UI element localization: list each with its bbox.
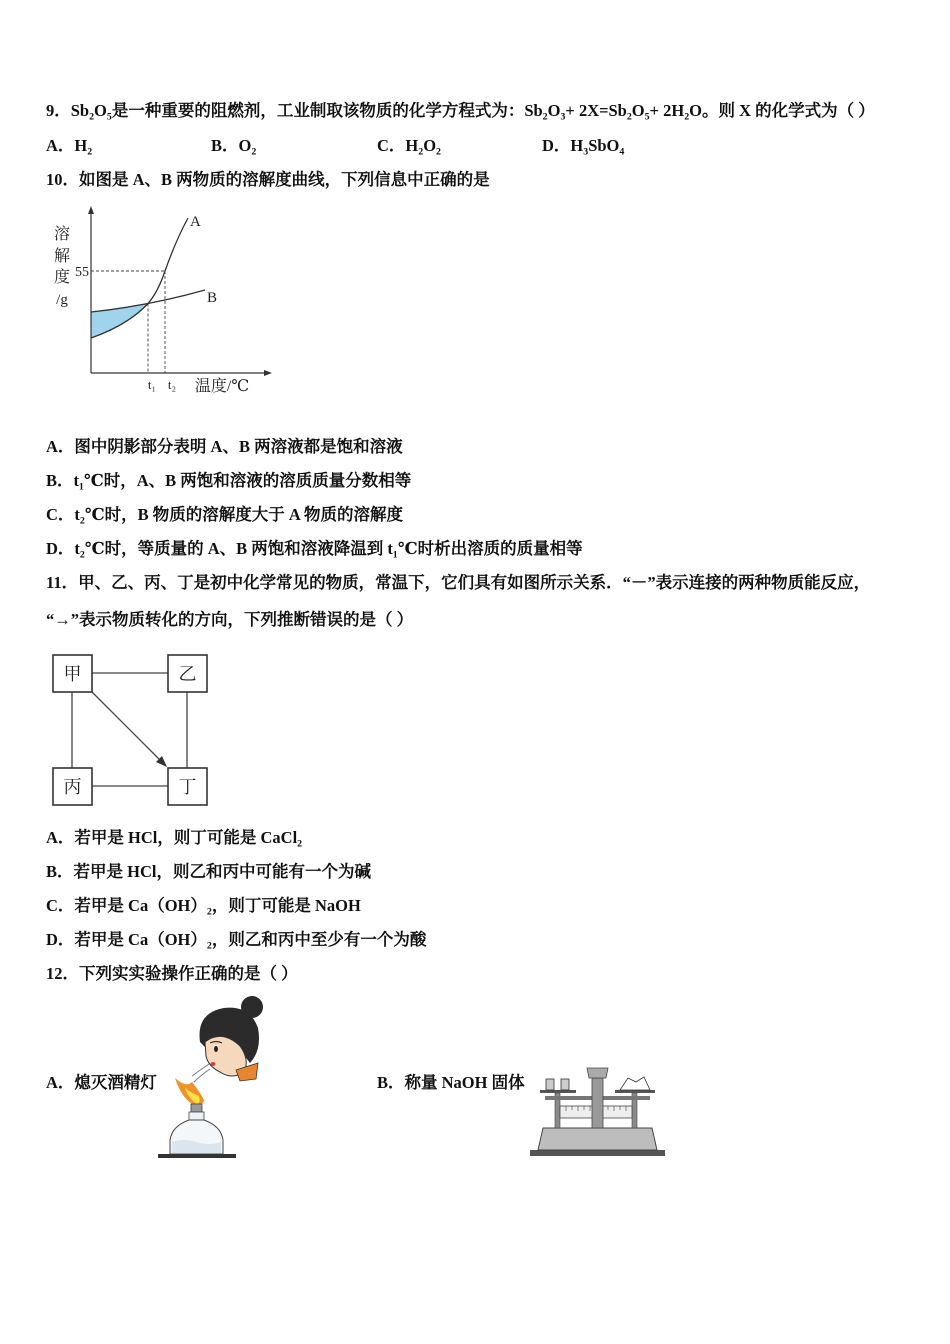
x-mark-t1: t₁ bbox=[147, 377, 157, 392]
balance-top-holder bbox=[587, 1068, 608, 1078]
node-jia-label: 甲 bbox=[63, 664, 82, 684]
curve-a-label: A bbox=[190, 214, 201, 230]
balance-illustration bbox=[525, 1058, 670, 1162]
chart-y-label-char-2: 解 bbox=[53, 248, 71, 265]
question-11-option-a: A．若甲是 HCl，则丁可能是 CaCl₂ bbox=[46, 828, 303, 847]
question-11-option-b: B．若甲是 HCl，则乙和丙中可能有一个为碱 bbox=[46, 862, 371, 881]
node-ding-label: 丁 bbox=[178, 777, 197, 797]
question-10-option-c: C．t₂℃时，B 物质的溶解度大于 A 物质的溶解度 bbox=[46, 505, 404, 524]
mouth bbox=[211, 1062, 216, 1066]
relation-diagram bbox=[45, 645, 220, 815]
x-axis-label: 温度/℃ bbox=[194, 378, 250, 395]
weight-2 bbox=[561, 1079, 569, 1090]
question-9-stem: 9．Sb₂O₅是一种重要的阻燃剂，工业制取该物质的化学方程式为：Sb₂O₃+ 2X=Sb₂O₅+ 2H₂O。则 X 的化学式为（ ） bbox=[46, 101, 875, 120]
question-9-option-d: D．H₃SbO₄ bbox=[542, 136, 625, 155]
node-yi-label: 乙 bbox=[178, 664, 197, 684]
weight-1 bbox=[546, 1079, 554, 1090]
question-10-option-a: A．图中阴影部分表明 A、B 两溶液都是饱和溶液 bbox=[46, 437, 403, 456]
node-bing-label: 丙 bbox=[63, 777, 82, 797]
solubility-chart bbox=[45, 200, 285, 405]
question-12-option-b: B．称量 NaOH 固体 bbox=[377, 1073, 525, 1092]
girl-head bbox=[200, 996, 264, 1081]
question-11-option-d: D．若甲是 Ca（OH）₂，则乙和丙中至少有一个为酸 bbox=[46, 930, 427, 949]
arrow-jia-to-ding bbox=[92, 692, 160, 760]
x-mark-t2: t₂ bbox=[167, 377, 177, 392]
balance-body bbox=[538, 1128, 657, 1150]
question-12-option-a: A．熄灭酒精灯 bbox=[46, 1073, 157, 1092]
question-10-option-d: D．t₂℃时，等质量的 A、B 两饱和溶液降温到 t₁℃时析出溶质的质量相等 bbox=[46, 539, 583, 558]
breath-lines bbox=[192, 1064, 210, 1082]
question-9-option-b: B．O₂ bbox=[211, 136, 257, 155]
chart-y-label-char-3: 度 bbox=[53, 269, 71, 286]
eye bbox=[214, 1046, 218, 1052]
lamp-wick-holder bbox=[191, 1104, 202, 1112]
question-9-option-a: A．H₂ bbox=[46, 136, 93, 155]
balance-left-pan bbox=[540, 1090, 576, 1093]
lamp-base bbox=[158, 1154, 236, 1158]
alcohol-lamp-illustration bbox=[150, 990, 275, 1165]
question-12-stem: 12．下列实实验操作正确的是（ ） bbox=[46, 964, 298, 983]
balance-base-plate bbox=[530, 1150, 665, 1156]
question-10-option-b: B．t₁℃时，A、B 两饱和溶液的溶质质量分数相等 bbox=[46, 471, 412, 490]
question-10-stem: 10．如图是 A、B 两物质的溶解度曲线，下列信息中正确的是 bbox=[46, 170, 490, 189]
chart-y-axis-arrow bbox=[88, 206, 94, 214]
chart-x-axis-arrow bbox=[264, 370, 272, 376]
chart-y-label-char-1: 溶 bbox=[53, 226, 71, 243]
question-11-stem-line-1: 11．甲、乙、丙、丁是初中化学常见的物质，常温下，它们具有如图所示关系．“－”表示连接的两种物质能反应， bbox=[46, 573, 871, 592]
question-11-option-c: C．若甲是 Ca（OH）₂，则丁可能是 NaOH bbox=[46, 896, 361, 915]
curve-b-label: B bbox=[207, 290, 218, 306]
naoh-sample-on-paper bbox=[620, 1077, 650, 1090]
balance-center-column bbox=[592, 1078, 603, 1128]
chart-y-value-label: 55 bbox=[75, 265, 89, 280]
balance-right-pan bbox=[615, 1090, 655, 1093]
question-11-stem-line-2: “→”表示物质转化的方向，下列推断错误的是（ ） bbox=[46, 610, 414, 629]
lamp-neck bbox=[189, 1112, 204, 1120]
chart-y-label-unit: /g bbox=[56, 292, 68, 308]
question-9-option-c: C．H₂O₂ bbox=[377, 136, 441, 155]
